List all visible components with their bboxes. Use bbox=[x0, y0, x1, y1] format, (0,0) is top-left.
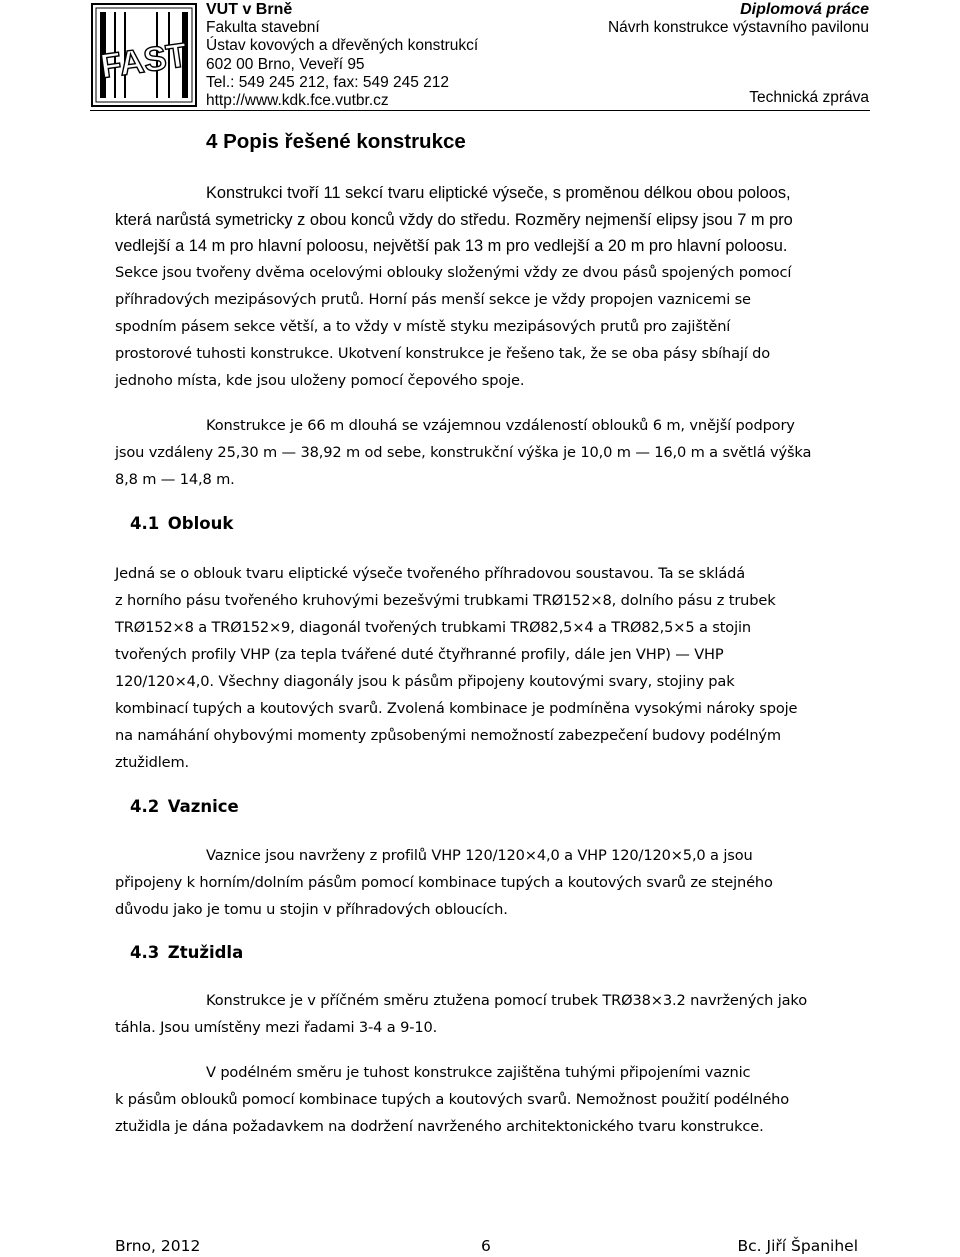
text-line: TRØ152×8 a TRØ152×9, diagonál tvořených trubkami TRØ82,5×4 a TRØ82,5×5 a stojin bbox=[115, 619, 751, 636]
phone-fax: Tel.: 549 245 212, fax: 549 245 212 bbox=[206, 73, 450, 91]
subsection-ztuzidla-paragraph-2 bbox=[115, 1059, 860, 1140]
subsection-oblouk-text bbox=[115, 560, 860, 776]
text-line: táhla. Jsou umístěny mezi řadami 3-4 a 9-10. bbox=[115, 1019, 438, 1036]
text-line: Konstrukce je 66 m dlouhá se vzájemnou vzdáleností oblouků 6 m, vnější podpory bbox=[206, 417, 795, 434]
text-line: ztužidla je dána požadavkem na dodržení navrženého architektonického tvaru konstrukce. bbox=[115, 1118, 764, 1135]
thesis-title: Návrh konstrukce výstavního pavilonu bbox=[607, 19, 869, 37]
subsection-number: 4.3 bbox=[130, 943, 160, 962]
subsection-vaznice-text bbox=[115, 842, 860, 923]
text-line: z horního pásu tvořeného kruhovými bezešvými trubkami TRØ152×8, dolního pásu z trubek bbox=[115, 592, 776, 609]
header-institution bbox=[206, 1, 478, 110]
header-thesis bbox=[607, 1, 869, 106]
subsection-title: Oblouk bbox=[167, 514, 234, 533]
text-line: příhradových mezipásových prutů. Horní pás menší sekce je vždy propojen vaznicemi se bbox=[115, 291, 751, 308]
subsection-heading-vaznice bbox=[130, 797, 239, 816]
text-line: Jedná se o oblouk tvaru eliptické výseče tvořeného příhradovou soustavou. Ta se skládá bbox=[115, 565, 746, 582]
text-line: 8,8 m — 14,8 m. bbox=[115, 471, 235, 488]
section-paragraph-2 bbox=[115, 412, 860, 493]
fast-logo-graphic bbox=[90, 2, 198, 108]
subsection-title: Ztužidla bbox=[167, 943, 244, 962]
subsection-title: Vaznice bbox=[167, 797, 239, 816]
text-line: prostorové tuhosti konstrukce. Ukotvení konstrukce je řešeno tak, že se oba pásy sbíhají do bbox=[115, 345, 771, 362]
text-line: spodním pásem sekce větší, a to vždy v místě styku mezipásových prutů pro zajištění bbox=[115, 318, 731, 335]
text-line: k pásům oblouků pomocí kombinace tupých a koutových svarů. Nemožnost použití podélného bbox=[115, 1091, 790, 1108]
subsection-number: 4.2 bbox=[130, 797, 160, 816]
institute-name: Ústav kovových a dřevěných konstrukcí bbox=[206, 37, 479, 55]
text-line: na namáhání ohybovými momenty způsobenými nemožností zabezpečení budovy podélným bbox=[115, 727, 781, 744]
text-line: ztužidlem. bbox=[115, 754, 189, 771]
text-line: důvodu jako je tomu u stojin v příhradových obloucích. bbox=[115, 901, 508, 918]
logo-text: FAST bbox=[98, 36, 190, 86]
text-line: Konstrukci tvoří 11 sekcí tvaru eliptické výseče, s proměnou délkou obou poloos, bbox=[206, 184, 791, 202]
subsection-heading-oblouk bbox=[130, 514, 233, 533]
text-line: Vaznice jsou navrženy z profilů VHP 120/120×4,0 a VHP 120/120×5,0 a jsou bbox=[206, 847, 753, 864]
subsection-number: 4.1 bbox=[130, 514, 160, 533]
document-type: Technická zpráva bbox=[749, 89, 869, 106]
section-paragraph-1-cont bbox=[115, 259, 860, 394]
address: 602 00 Brno, Veveří 95 bbox=[206, 55, 365, 73]
fast-logo bbox=[90, 2, 198, 108]
section-title: 4 Popis řešené konstrukce bbox=[206, 130, 466, 153]
text-line: vedlejší a 14 m pro hlavní poloosu, největší pak 13 m pro vedlejší a 20 m pro hlavní poloosu. bbox=[115, 237, 788, 255]
text-line: tvořených profily VHP (za tepla tvářené duté čtyřhranné profily, dále jen VHP) — VHP bbox=[115, 646, 724, 663]
text-line: jednoho místa, kde jsou uloženy pomocí čepového spoje. bbox=[115, 372, 525, 389]
subsection-heading-ztuzidla bbox=[130, 943, 243, 962]
thesis-type: Diplomová práce bbox=[740, 1, 869, 18]
text-line: připojeny k horním/dolním pásům pomocí kombinace tupých a koutových svarů ze stejného bbox=[115, 874, 773, 891]
university-name: VUT v Brně bbox=[206, 1, 293, 18]
footer-city-year: Brno, 2012 bbox=[115, 1237, 201, 1255]
text-line: kombinací tupých a koutových svarů. Zvolená kombinace je podmíněna vysokými nároky spoje bbox=[115, 700, 798, 717]
subsection-ztuzidla-paragraph-1 bbox=[115, 987, 860, 1041]
website-link[interactable]: http://www.kdk.fce.vutbr.cz bbox=[206, 92, 389, 110]
text-line: 120/120×4,0. Všechny diagonály jsou k pásům připojeny koutovými svary, stojiny pak bbox=[115, 673, 735, 690]
text-line: V podélném směru je tuhost konstrukce zajištěna tuhými připojeními vaznic bbox=[206, 1064, 751, 1081]
footer-author: Bc. Jiří Španihel bbox=[737, 1237, 858, 1255]
footer-page-number: 6 bbox=[481, 1237, 491, 1255]
text-line: Konstrukce je v příčném směru ztužena pomocí trubek TRØ38×3.2 navržených jako bbox=[206, 992, 807, 1009]
text-line: jsou vzdáleny 25,30 m — 38,92 m od sebe, konstrukční výška je 10,0 m — 16,0 m a světlá výška bbox=[115, 444, 812, 461]
text-line: Sekce jsou tvořeny dvěma ocelovými oblouky složenými vždy ze dvou pásů spojených pomocí bbox=[115, 264, 792, 281]
faculty-name: Fakulta stavební bbox=[206, 19, 320, 37]
header-divider bbox=[90, 110, 870, 111]
text-line: která narůstá symetricky z obou konců vždy do středu. Rozměry nejmenší elipsy jsou 7 m pro bbox=[115, 210, 793, 229]
section-paragraph-1 bbox=[115, 180, 855, 260]
